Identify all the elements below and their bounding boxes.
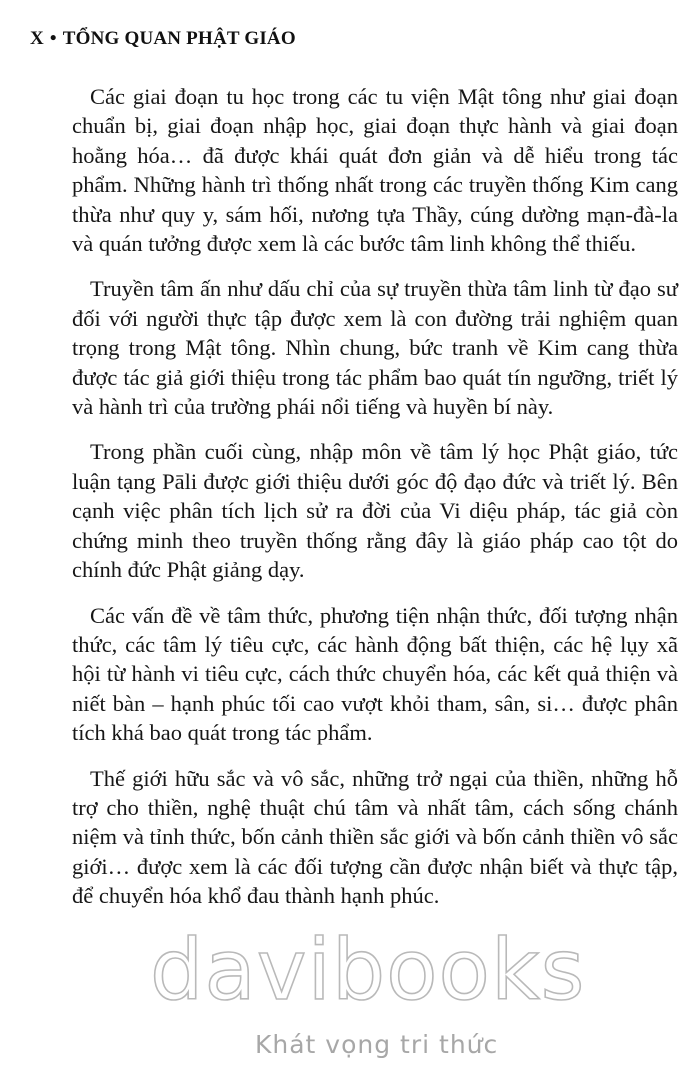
page-number: X [30,28,44,49]
watermark-tagline: Khát vọng tri thức [255,1030,499,1059]
book-title: TỔNG QUAN PHẬT GIÁO [62,28,296,49]
watermark-brand: davibooks [150,921,586,1019]
paragraph-2: Truyền tâm ấn như dấu chỉ của sự truyền thừa tâm linh từ đạo sư đối với người thực tập được xem là con đường trải nghiệm quan trọng trong Mật tông. Nhìn chung, bức tranh về Kim cang thừa được tác giả giới thiệu trong tác phẩm bao quát tín ngưỡng, triết lý và hành trì của trường phái nổi tiếng và huyền bí này. [72,276,678,420]
paragraph-1: Các giai đoạn tu học trong các tu viện Mật tông như giai đoạn chuẩn bị, giai đoạn nhập học, giai đoạn thực hành và giai đoạn hoằng hóa… đã được khái quát đơn giản và dễ hiểu trong tác phẩm. Những hành trì thống nhất trong các truyền thống Kim cang thừa như quy y, sám hối, nương tựa Thầy, cúng dường mạn-đà-la và quán tưởng được xem là các bước tâm linh không thể thiếu. [72,84,678,257]
paragraph-4: Các vấn đề về tâm thức, phương tiện nhận thức, đối tượng nhận thức, các tâm lý tiêu cực, các hành động bất thiện, các hệ lụy xã hội từ hành vi tiêu cực, cách thức chuyển hóa, các kết quả thiện và niết bàn – hạnh phúc tối cao vượt khỏi tham, sân, si… được phân tích khá bao quát trong tác phẩm. [72,602,678,746]
paragraph-3: Trong phần cuối cùng, nhập môn về tâm lý học Phật giáo, tức luận tạng Pāli được giới thiệu dưới góc độ đạo đức và triết lý. Bên cạnh việc phân tích lịch sử ra đời của Vi diệu pháp, tác giả còn chứng minh theo truyền thống rằng đây là giáo pháp cao tột do chính đức Phật giảng dạy. [72,439,678,583]
header-separator: • [49,28,57,49]
body-text [72,82,678,927]
running-header [30,28,296,50]
paragraph-5: Thế giới hữu sắc và vô sắc, những trở ngại của thiền, những hỗ trợ cho thiền, nghệ thuật chú tâm và nhất tâm, cách sống chánh niệm và tỉnh thức, bốn cảnh thiền sắc giới và bốn cảnh thiền vô sắc giới… được xem là các đối tượng cần được nhận biết và thực tập, để chuyển hóa khổ đau thành hạnh phúc. [72,765,678,909]
